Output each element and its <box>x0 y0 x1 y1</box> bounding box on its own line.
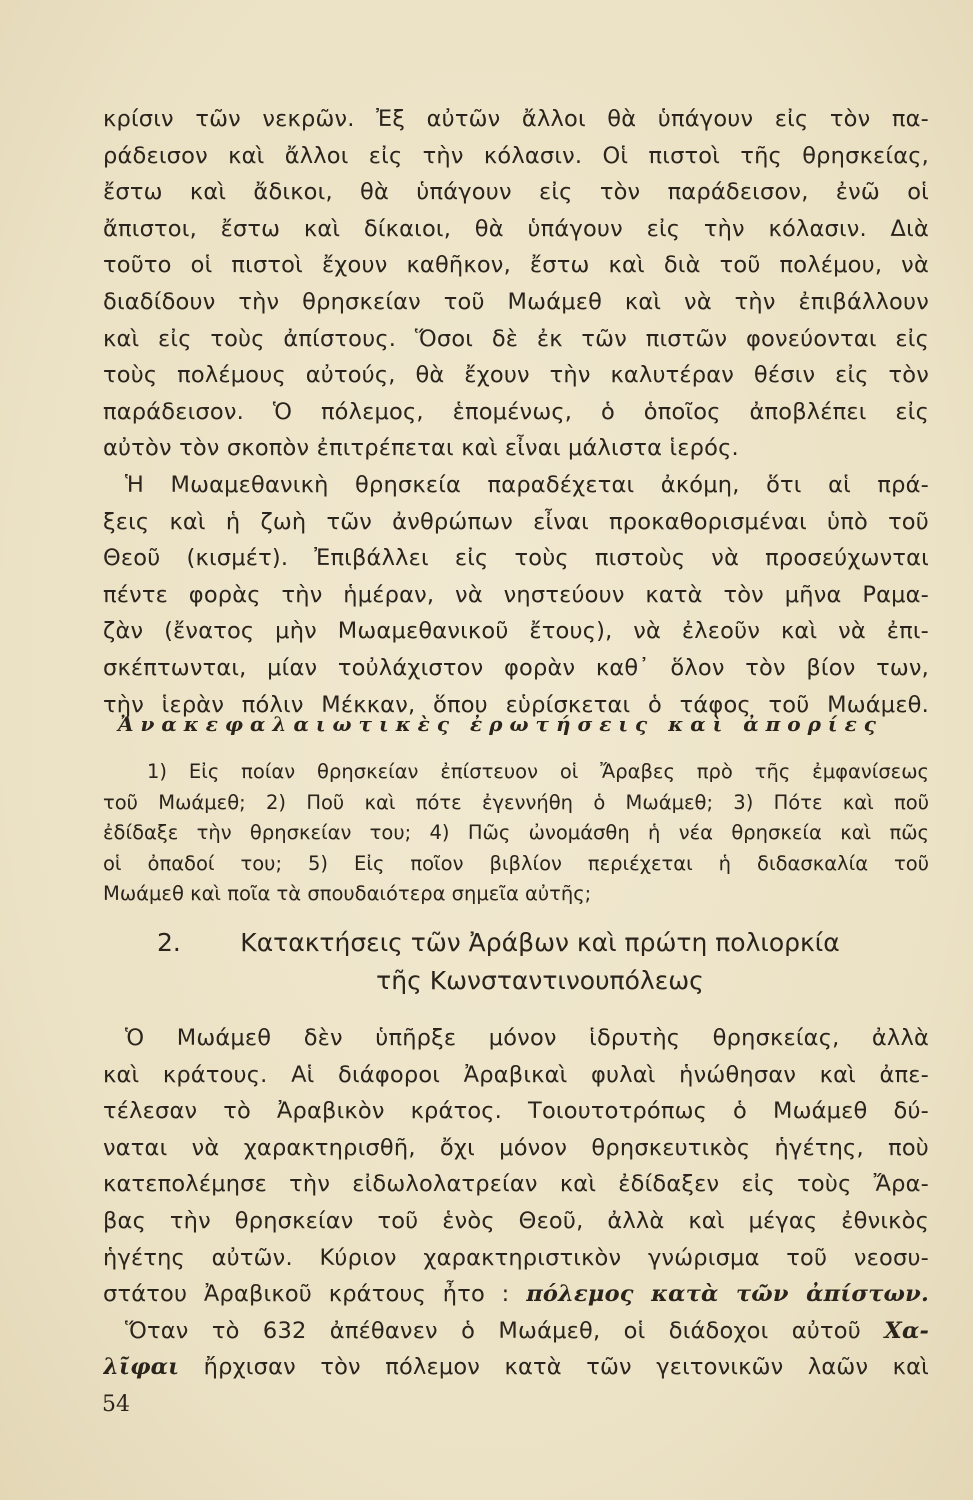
chapter-title-line-1: Κατακτήσεις τῶν Ἀράβων καὶ πρώτη πολιορκία <box>240 928 840 957</box>
text-line: τοῦτο οἱ πιστοὶ ἔχουν καθῆκον, ἔστω καὶ διὰ τοῦ πολέμου, νὰ <box>103 252 929 279</box>
text-line: τὴν ἱερὰν πόλιν Μέκκαν, ὅπου εὑρίσκεται ὁ τάφος τοῦ Μωάμεθ. <box>103 691 929 718</box>
text-line <box>103 1313 929 1350</box>
question-line: τοῦ Μωάμεθ; 2) Ποῦ καὶ πότε ἐγεννήθη ὁ Μωάμεθ; 3) Πότε καὶ ποῦ <box>103 790 929 814</box>
text-line: τέλεσαν τὸ Ἀραβικὸν κράτος. Τοιουτοτρόπως ὁ Μωάμεθ δύ- <box>103 1098 929 1125</box>
question-line: 1) Εἰς ποίαν θρησκείαν ἐπίστευον οἱ Ἄραβες πρὸ τῆς ἐμφανίσεως <box>147 760 929 783</box>
text-line: ἡγέτης αὐτῶν. Κύριον χαρακτηριστικὸν γνώρισμα τοῦ νεοσυ- <box>103 1244 929 1271</box>
chapter-number: 2. <box>157 928 181 957</box>
emphasis-text: Χα- <box>884 1317 929 1344</box>
text-fragment: στάτου Ἀραβικοῦ κράτους ἦτο : <box>103 1281 510 1308</box>
question-line: ἐδίδαξε τὴν θρησκείαν του; 4) Πῶς ὠνομάσθη ἡ νέα θρησκεία καὶ πῶς <box>103 821 929 844</box>
text-line: ναται νὰ χαρακτηρισθῆ, ὄχι μόνον θρησκευτικὸς ἡγέτης, ποὺ <box>103 1134 929 1161</box>
chapter-title-line-2: τῆς Κωνσταντινουπόλεως <box>376 966 704 995</box>
review-questions <box>103 757 929 910</box>
text-line: πέντε φορὰς τὴν ἡμέραν, νὰ νηστεύουν κατὰ τὸν μῆνα Ραμα- <box>103 581 929 608</box>
text-line: κρίσιν τῶν νεκρῶν. Ἐξ αὐτῶν ἄλλοι θὰ ὑπάγουν εἰς τὸν πα- <box>103 106 929 132</box>
page-number: 54 <box>102 1392 130 1417</box>
intro-paragraphs <box>103 101 929 723</box>
text-line <box>103 1349 929 1386</box>
text-line: ἔστω καὶ ἄδικοι, θὰ ὑπάγουν εἰς τὸν παράδεισον, ἐνῶ οἱ <box>103 179 929 206</box>
text-line: τοὺς πολέμους αὐτούς, θὰ ἔχουν τὴν καλυτέραν θέσιν εἰς τὸν <box>103 362 929 389</box>
text-line: καὶ κράτους. Αἱ διάφοροι Ἀραβικαὶ φυλαὶ ἡνώθησαν καὶ ἀπε- <box>103 1061 929 1088</box>
text-line: καὶ εἰς τοὺς ἀπίστους. Ὅσοι δὲ ἐκ τῶν πιστῶν φονεύονται εἰς <box>103 325 929 352</box>
text-line: σκέπτωνται, μίαν τοὐλάχιστον φορὰν καθ᾽ ὅλον τὸν βίον των, <box>103 654 929 681</box>
text-line: ζὰν (ἔνατος μὴν Μωαμεθανικοῦ ἔτους), νὰ ἐλεοῦν καὶ νὰ ἐπι- <box>103 618 929 645</box>
text-line <box>103 1276 929 1313</box>
text-line: κατεπολέμησε τὴν εἰδωλολατρείαν καὶ ἐδίδαξεν εἰς τοὺς Ἄρα- <box>103 1171 929 1198</box>
text-line: βας τὴν θρησκείαν τοῦ ἑνὸς Θεοῦ, ἀλλὰ καὶ μέγας ἐθνικὸς <box>103 1207 929 1234</box>
review-questions-heading: Ἀνακεφαλαιωτικὲς ἐρωτήσεις καὶ ἀπορίες <box>118 712 883 736</box>
text-fragment: ἤρχισαν τὸν πόλεμον κατὰ τῶν γειτονικῶν λαῶν καὶ <box>203 1354 929 1381</box>
text-line: Ἡ Μωαμεθανικὴ θρησκεία παραδέχεται ἀκόμη, ὅτι αἱ πρά- <box>125 471 929 498</box>
question-line: Μωάμεθ καὶ ποῖα τὰ σπουδαιότερα σημεῖα αὐτῆς; <box>103 882 592 905</box>
text-line: παράδεισον. Ὁ πόλεμος, ἑπομένως, ὁ ὁποῖος ἀποβλέπει εἰς <box>103 398 929 425</box>
emphasis-text: πόλεμος κατὰ τῶν ἀπίστων. <box>526 1281 929 1308</box>
text-line: ξεις καὶ ἡ ζωὴ τῶν ἀνθρώπων εἶναι προκαθορισμέναι ὑπὸ τοῦ <box>103 508 929 535</box>
text-line: Θεοῦ (κισμέτ). Ἐπιβάλλει εἰς τοὺς πιστοὺς νὰ προσεύχωνται <box>103 545 929 572</box>
text-line: ἄπιστοι, ἔστω καὶ δίκαιοι, θὰ ὑπάγουν εἰς τὴν κόλασιν. Διὰ <box>103 215 929 242</box>
text-line: ράδεισον καὶ ἄλλοι εἰς τὴν κόλασιν. Οἱ πιστοὶ τῆς θρησκείας, <box>103 142 929 169</box>
text-line: αὐτὸν τὸν σκοπὸν ἐπιτρέπεται καὶ εἶναι μάλιστα ἱερός. <box>103 435 739 462</box>
question-line: οἱ ὀπαδοί του; 5) Εἰς ποῖον βιβλίον περιέχεται ἡ διδασκαλία τοῦ <box>103 851 929 875</box>
text-line: διαδίδουν τὴν θρησκείαν τοῦ Μωάμεθ καὶ νὰ τὴν ἐπιβάλλουν <box>103 288 929 315</box>
text-fragment: Ὅταν τὸ 632 ἀπέθανεν ὁ Μωάμεθ, οἱ διάδοχοι αὐτοῦ <box>125 1317 861 1344</box>
emphasis-text: λῖφαι <box>103 1354 180 1381</box>
text-line: Ὁ Μωάμεθ δὲν ὑπῆρξε μόνον ἱδρυτὴς θρησκείας, ἀλλὰ <box>125 1025 929 1051</box>
chapter-body <box>103 1020 929 1386</box>
